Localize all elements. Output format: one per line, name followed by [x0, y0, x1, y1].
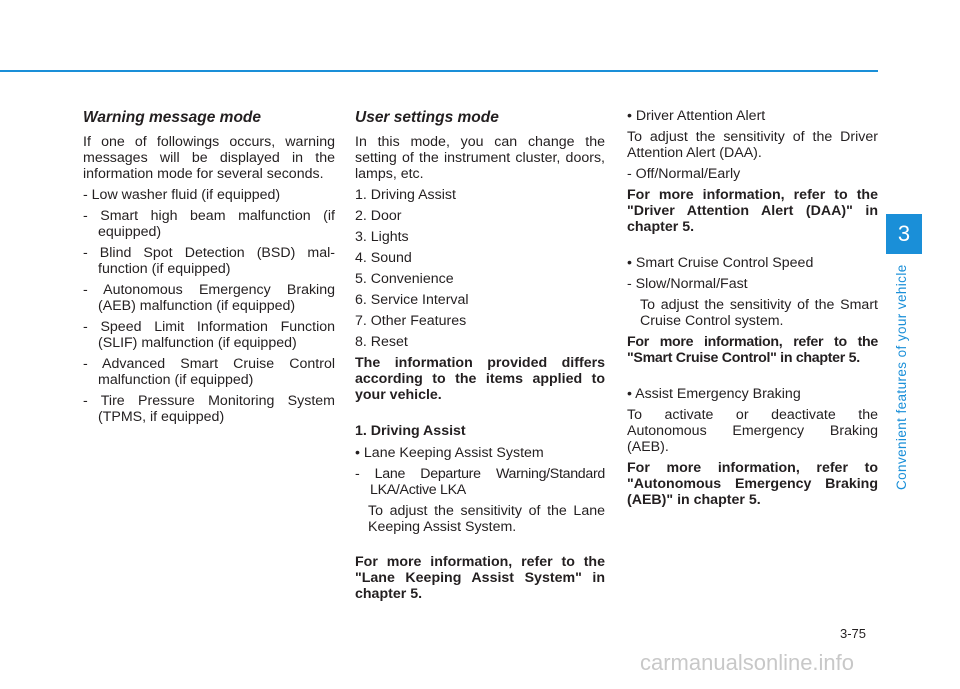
- user-settings-heading: User settings mode: [355, 109, 499, 126]
- driving-assist-subheading: 1. Driving Assist: [355, 423, 466, 439]
- settings-item: 2. Door: [355, 208, 402, 224]
- settings-item: 4. Sound: [355, 250, 412, 266]
- chapter-title: Convenient features of your vehicle: [894, 264, 909, 490]
- lka-bullet: • Lane Keeping Assist System: [355, 445, 544, 461]
- settings-item: 1. Driving Assist: [355, 187, 456, 203]
- top-rule: [0, 70, 878, 72]
- chapter-tab: 3: [886, 214, 922, 254]
- settings-item: 7. Other Features: [355, 313, 467, 329]
- settings-item: 8. Reset: [355, 334, 408, 350]
- settings-note: The information provided differs according to the items applied to your vehicle.: [355, 355, 605, 403]
- warning-item: - Advanced Smart Cruise Control malfunction (if equipped): [83, 356, 335, 388]
- warning-message-heading: Warning message mode: [83, 109, 262, 126]
- daa-description: To adjust the sensitivity of the Driver Attention Alert (DAA).: [627, 129, 878, 161]
- aeb-reference: For more information, refer to "Autonomous Emergency Braking (AEB)" in chapter 5.: [627, 460, 878, 508]
- user-settings-intro: In this mode, you can change the setting of the instrument cluster, doors, lamps, etc.: [355, 134, 605, 182]
- settings-item: 6. Service Interval: [355, 292, 469, 308]
- warning-item: - Tire Pressure Monitoring System (TPMS, if equipped): [83, 393, 335, 425]
- aeb-bullet: • Assist Emergency Braking: [627, 386, 801, 402]
- settings-item: 3. Lights: [355, 229, 409, 245]
- warning-item: - Blind Spot Detection (BSD) mal- function (if equipped): [83, 245, 335, 277]
- lka-reference: For more information, refer to the "Lane Keeping Assist System" in chapter 5.: [355, 554, 605, 602]
- warning-item: - Smart high beam malfunction (if equipped): [83, 208, 335, 240]
- warning-message-intro: If one of followings occurs, warning messages will be displayed in the information mode for several seconds.: [83, 134, 335, 182]
- warning-item: - Speed Limit Information Function (SLIF) malfunction (if equipped): [83, 319, 335, 351]
- scc-bullet: • Smart Cruise Control Speed: [627, 255, 814, 271]
- warning-item: - Autonomous Emergency Braking (AEB) malfunction (if equipped): [83, 282, 335, 314]
- settings-item: 5. Convenience: [355, 271, 454, 287]
- middle-column: [355, 108, 605, 608]
- daa-options: - Off/Normal/Early: [627, 166, 741, 182]
- scc-options: - Slow/Normal/Fast: [627, 276, 748, 292]
- scc-reference: For more information, refer to the "Smart Cruise Control" in chapter 5.: [627, 334, 878, 366]
- daa-reference: For more information, refer to the "Driver Attention Alert (DAA)" in chapter 5.: [627, 187, 878, 235]
- right-column: [627, 108, 878, 514]
- lka-options: - Lane Departure Warning/Standard LKA/Active LKA: [355, 466, 605, 498]
- watermark: carmanualsonline.info: [640, 650, 855, 675]
- lka-description: To adjust the sensitivity of the Lane Keeping Assist System.: [368, 503, 605, 535]
- left-column: [83, 108, 335, 430]
- aeb-description: To activate or deactivate the Autonomous Emergency Braking (AEB).: [627, 407, 878, 455]
- scc-description: To adjust the sensitivity of the Smart Cruise Control system.: [640, 297, 878, 329]
- warning-item: - Low washer fluid (if equipped): [83, 187, 281, 203]
- page-number: 3-75: [840, 626, 867, 641]
- daa-bullet: • Driver Attention Alert: [627, 108, 766, 124]
